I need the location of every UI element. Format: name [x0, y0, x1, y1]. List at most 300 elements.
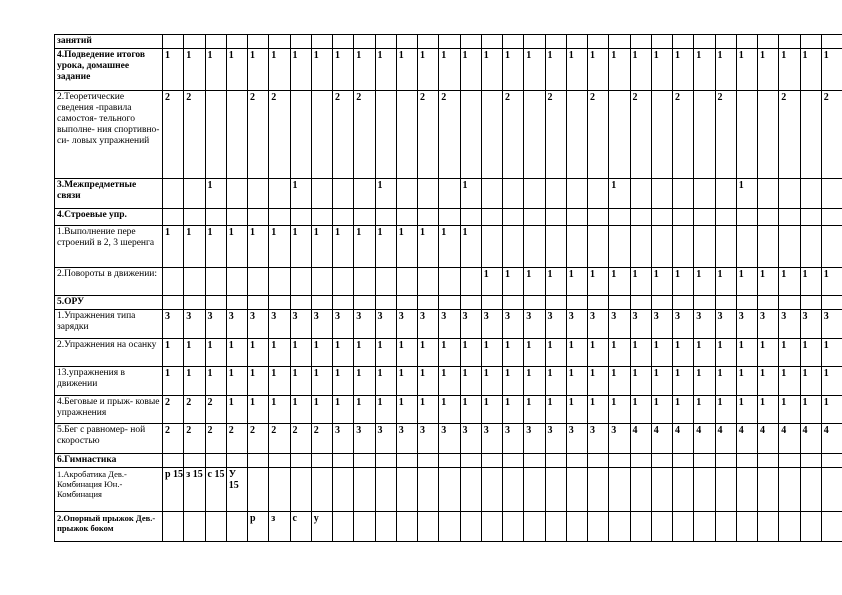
lesson-cell [269, 454, 290, 468]
lesson-cell [226, 209, 247, 226]
lesson-cell: 1 [375, 179, 396, 209]
lesson-cell: 1 [779, 396, 800, 424]
lesson-cell: 1 [800, 268, 821, 296]
lesson-cell: 3 [226, 310, 247, 339]
lesson-cell: 1 [779, 268, 800, 296]
lesson-cell [673, 226, 694, 268]
lesson-cell: 1 [205, 49, 226, 91]
lesson-cell: з [269, 512, 290, 542]
lesson-cell: 1 [821, 367, 842, 396]
lesson-cell: 3 [396, 310, 417, 339]
lesson-cell: 1 [375, 339, 396, 367]
lesson-cell: 3 [354, 424, 375, 454]
row-label: 2.Упражнения на осанку [55, 339, 163, 367]
lesson-cell [651, 512, 672, 542]
lesson-cell [205, 268, 226, 296]
lesson-cell: 2 [503, 91, 524, 179]
lesson-cell [758, 226, 779, 268]
lesson-cell: 2 [439, 91, 460, 179]
lesson-cell [226, 179, 247, 209]
lesson-cell: 2 [630, 91, 651, 179]
lesson-cell: 4 [673, 424, 694, 454]
lesson-cell: 1 [375, 367, 396, 396]
lesson-cell [460, 268, 481, 296]
row-label: 6.Гимнастика [55, 454, 163, 468]
lesson-cell [694, 209, 715, 226]
lesson-cell [673, 296, 694, 310]
lesson-cell: 2 [184, 91, 205, 179]
lesson-cell [163, 268, 184, 296]
lesson-cell [545, 296, 566, 310]
lesson-cell: 1 [503, 367, 524, 396]
lesson-cell [821, 468, 842, 512]
lesson-cell [396, 35, 417, 49]
lesson-cell: 1 [418, 226, 439, 268]
lesson-cell: 2 [354, 91, 375, 179]
lesson-cell [630, 35, 651, 49]
lesson-cell [375, 454, 396, 468]
lesson-cell [163, 296, 184, 310]
lesson-cell: 1 [545, 49, 566, 91]
lesson-cell: 1 [163, 339, 184, 367]
lesson-cell: 1 [269, 49, 290, 91]
lesson-cell: 1 [630, 396, 651, 424]
lesson-cell: 1 [673, 367, 694, 396]
lesson-cell: 1 [226, 339, 247, 367]
lesson-cell [566, 468, 587, 512]
lesson-cell: 1 [524, 268, 545, 296]
table-row [55, 367, 842, 396]
lesson-cell [481, 179, 502, 209]
lesson-cell [566, 512, 587, 542]
lesson-cell [609, 226, 630, 268]
lesson-cell: 3 [524, 310, 545, 339]
lesson-cell [779, 209, 800, 226]
lesson-cell [545, 468, 566, 512]
lesson-cell [503, 454, 524, 468]
lesson-cell [609, 296, 630, 310]
lesson-cell: 2 [333, 91, 354, 179]
table-row [55, 512, 842, 542]
lesson-cell [269, 209, 290, 226]
lesson-cell [375, 468, 396, 512]
lesson-cell [248, 468, 269, 512]
lesson-cell: 1 [418, 339, 439, 367]
lesson-cell [630, 296, 651, 310]
lesson-cell: 1 [779, 367, 800, 396]
lesson-cell [290, 296, 311, 310]
lesson-cell: 1 [205, 367, 226, 396]
lesson-cell: 1 [481, 49, 502, 91]
lesson-cell [779, 226, 800, 268]
lesson-cell [439, 512, 460, 542]
lesson-cell: 1 [333, 226, 354, 268]
lesson-cell: 1 [375, 49, 396, 91]
lesson-cell [673, 179, 694, 209]
lesson-cell [736, 91, 757, 179]
lesson-cell: 1 [184, 367, 205, 396]
lesson-cell [715, 209, 736, 226]
lesson-cell [248, 268, 269, 296]
lesson-cell [460, 296, 481, 310]
lesson-cell: р [248, 512, 269, 542]
lesson-cell: 1 [588, 339, 609, 367]
lesson-cell: 1 [205, 339, 226, 367]
lesson-cell [800, 209, 821, 226]
lesson-cell [418, 512, 439, 542]
lesson-cell [524, 226, 545, 268]
row-label: 5.ОРУ [55, 296, 163, 310]
lesson-cell [375, 35, 396, 49]
lesson-cell [673, 454, 694, 468]
lesson-cell: 1 [269, 396, 290, 424]
lesson-cell [396, 209, 417, 226]
lesson-cell: 1 [439, 396, 460, 424]
lesson-cell [566, 91, 587, 179]
lesson-cell: 1 [248, 396, 269, 424]
lesson-cell [439, 35, 460, 49]
lesson-cell: 2 [163, 424, 184, 454]
lesson-cell [566, 209, 587, 226]
lesson-cell [439, 268, 460, 296]
lesson-cell: 1 [736, 367, 757, 396]
lesson-cell [545, 179, 566, 209]
lesson-cell [418, 35, 439, 49]
lesson-cell [609, 512, 630, 542]
table-row [55, 226, 842, 268]
lesson-cell: 3 [566, 310, 587, 339]
lesson-cell: 3 [673, 310, 694, 339]
lesson-cell [736, 296, 757, 310]
lesson-cell: 4 [821, 424, 842, 454]
lesson-cell [503, 209, 524, 226]
lesson-cell [779, 512, 800, 542]
lesson-cell [290, 35, 311, 49]
lesson-cell: 1 [609, 179, 630, 209]
lesson-cell: 1 [481, 268, 502, 296]
lesson-cell [524, 296, 545, 310]
lesson-cell: 2 [205, 396, 226, 424]
lesson-cell [694, 454, 715, 468]
lesson-cell [821, 454, 842, 468]
lesson-cell [311, 209, 332, 226]
lesson-cell: 3 [630, 310, 651, 339]
lesson-cell: с [290, 512, 311, 542]
lesson-cell [545, 35, 566, 49]
lesson-cell [566, 179, 587, 209]
lesson-cell [163, 35, 184, 49]
lesson-cell: 1 [375, 226, 396, 268]
lesson-cell [545, 454, 566, 468]
lesson-cell: 3 [715, 310, 736, 339]
lesson-cell [333, 35, 354, 49]
lesson-cell: 1 [269, 367, 290, 396]
lesson-cell [694, 179, 715, 209]
lesson-cell: 1 [736, 339, 757, 367]
lesson-cell [609, 91, 630, 179]
lesson-cell [630, 468, 651, 512]
lesson-cell [460, 35, 481, 49]
lesson-cell: 1 [715, 339, 736, 367]
lesson-cell: 1 [460, 339, 481, 367]
lesson-cell: 3 [248, 310, 269, 339]
lesson-cell: 1 [290, 179, 311, 209]
lesson-cell [800, 468, 821, 512]
lesson-cell [396, 512, 417, 542]
lesson-cell [226, 35, 247, 49]
lesson-cell: 1 [524, 339, 545, 367]
lesson-cell [460, 454, 481, 468]
lesson-cell: 1 [460, 367, 481, 396]
lesson-cell: 1 [354, 49, 375, 91]
lesson-cell: 2 [673, 91, 694, 179]
lesson-cell: 1 [673, 396, 694, 424]
lesson-cell: 1 [269, 226, 290, 268]
lesson-cell [651, 179, 672, 209]
lesson-cell [736, 209, 757, 226]
lesson-cell [524, 91, 545, 179]
table-row [55, 49, 842, 91]
lesson-cell: 1 [460, 179, 481, 209]
lesson-cell [715, 468, 736, 512]
lesson-cell: 1 [503, 396, 524, 424]
lesson-cell: 3 [758, 310, 779, 339]
table-row [55, 268, 842, 296]
lesson-cell [630, 179, 651, 209]
lesson-cell: 1 [163, 49, 184, 91]
lesson-cell [396, 468, 417, 512]
lesson-cell: 1 [460, 49, 481, 91]
lesson-cell [354, 35, 375, 49]
row-label: 13.упражнения в движении [55, 367, 163, 396]
lesson-cell [779, 179, 800, 209]
table-row [55, 296, 842, 310]
lesson-cell: 3 [205, 310, 226, 339]
lesson-cell [821, 35, 842, 49]
lesson-cell: 1 [439, 339, 460, 367]
lesson-cell [311, 179, 332, 209]
lesson-cell: 2 [545, 91, 566, 179]
lesson-cell: 1 [588, 49, 609, 91]
lesson-cell: 1 [545, 339, 566, 367]
lesson-cell: 1 [226, 49, 247, 91]
row-label: 2.Теоретические сведения -правила самостоя- тельного выполне- ния спортивно-си- ловых упражнений [55, 91, 163, 179]
lesson-cell [758, 454, 779, 468]
lesson-cell: 1 [821, 268, 842, 296]
lesson-cell: 1 [651, 367, 672, 396]
lesson-cell: 1 [566, 367, 587, 396]
lesson-cell: 3 [481, 424, 502, 454]
lesson-cell: 1 [566, 49, 587, 91]
lesson-cell: 1 [163, 226, 184, 268]
lesson-cell [354, 468, 375, 512]
lesson-cell [694, 91, 715, 179]
lesson-cell: У 15 [226, 468, 247, 512]
lesson-cell [354, 179, 375, 209]
lesson-cell [396, 179, 417, 209]
lesson-cell: 1 [694, 339, 715, 367]
lesson-cell: 1 [609, 268, 630, 296]
row-label: занятий [55, 35, 163, 49]
lesson-cell [588, 468, 609, 512]
lesson-cell [226, 512, 247, 542]
lesson-cell [439, 468, 460, 512]
lesson-cell [290, 209, 311, 226]
lesson-cell [609, 209, 630, 226]
lesson-cell: 3 [418, 310, 439, 339]
lesson-cell [566, 226, 587, 268]
lesson-cell [566, 454, 587, 468]
lesson-cell [418, 296, 439, 310]
lesson-cell: 2 [226, 424, 247, 454]
lesson-cell: 1 [800, 49, 821, 91]
lesson-cell: 2 [269, 91, 290, 179]
lesson-cell [354, 209, 375, 226]
lesson-cell [736, 468, 757, 512]
lesson-cell: 1 [290, 49, 311, 91]
lesson-cell [736, 35, 757, 49]
table-row [55, 339, 842, 367]
lesson-cell: 1 [205, 226, 226, 268]
lesson-cell: 1 [715, 396, 736, 424]
lesson-cell: 3 [460, 424, 481, 454]
row-label: 4.Беговые и прыж- ковые упражнения [55, 396, 163, 424]
lesson-cell: 1 [354, 396, 375, 424]
lesson-cell [269, 179, 290, 209]
lesson-cell [800, 454, 821, 468]
lesson-cell: 1 [481, 367, 502, 396]
lesson-cell: 1 [630, 268, 651, 296]
lesson-cell: 1 [673, 268, 694, 296]
lesson-cell [481, 296, 502, 310]
lesson-cell: 1 [736, 179, 757, 209]
lesson-cell: 1 [545, 396, 566, 424]
lesson-cell [566, 296, 587, 310]
lesson-cell [396, 454, 417, 468]
lesson-cell [800, 91, 821, 179]
lesson-cell [311, 35, 332, 49]
lesson-cell: 1 [269, 339, 290, 367]
lesson-cell: 1 [651, 49, 672, 91]
lesson-cell: 1 [226, 367, 247, 396]
row-label: 5.Бег с равномер- ной скоростью [55, 424, 163, 454]
lesson-cell: 1 [333, 396, 354, 424]
lesson-cell [311, 268, 332, 296]
table-row [55, 209, 842, 226]
lesson-cell: 1 [418, 49, 439, 91]
lesson-cell [630, 454, 651, 468]
lesson-cell: с 15 [205, 468, 226, 512]
lesson-cell [248, 209, 269, 226]
lesson-cell [205, 454, 226, 468]
lesson-cell: 1 [481, 339, 502, 367]
lesson-cell: 1 [673, 339, 694, 367]
lesson-cell [673, 512, 694, 542]
lesson-cell [566, 35, 587, 49]
lesson-cell: 4 [694, 424, 715, 454]
lesson-cell: 1 [439, 367, 460, 396]
lesson-cell: 1 [588, 268, 609, 296]
lesson-cell: 1 [375, 396, 396, 424]
lesson-cell [630, 512, 651, 542]
lesson-cell: 1 [481, 396, 502, 424]
lesson-cell [184, 35, 205, 49]
lesson-cell: 1 [609, 396, 630, 424]
lesson-cell: 1 [205, 179, 226, 209]
lesson-cell [503, 35, 524, 49]
lesson-cell: 3 [439, 424, 460, 454]
lesson-cell [418, 209, 439, 226]
lesson-cell: 3 [290, 310, 311, 339]
lesson-cell: 3 [311, 310, 332, 339]
lesson-cell [715, 179, 736, 209]
lesson-cell [290, 91, 311, 179]
lesson-cell: 1 [566, 396, 587, 424]
lesson-cell: 1 [290, 339, 311, 367]
lesson-cell [715, 35, 736, 49]
lesson-cell: 2 [311, 424, 332, 454]
lesson-cell: 2 [715, 91, 736, 179]
lesson-cell: 1 [524, 367, 545, 396]
lesson-cell: 3 [269, 310, 290, 339]
lesson-cell: 4 [800, 424, 821, 454]
lesson-cell [226, 454, 247, 468]
lesson-cell: 1 [396, 226, 417, 268]
lesson-cell: 4 [758, 424, 779, 454]
lesson-cell [481, 91, 502, 179]
lesson-cell [779, 35, 800, 49]
lesson-cell: 1 [821, 396, 842, 424]
lesson-cell [758, 91, 779, 179]
lesson-cell: 2 [184, 424, 205, 454]
lesson-cell: 3 [566, 424, 587, 454]
lesson-cell: 3 [354, 310, 375, 339]
lesson-cell [694, 35, 715, 49]
lesson-cell: 1 [163, 367, 184, 396]
lesson-cell [396, 268, 417, 296]
lesson-cell: з 15 [184, 468, 205, 512]
lesson-cell [333, 454, 354, 468]
lesson-cell [694, 296, 715, 310]
lesson-cell [651, 296, 672, 310]
lesson-cell: 2 [779, 91, 800, 179]
lesson-cell: 1 [715, 268, 736, 296]
lesson-cell [333, 209, 354, 226]
lesson-cell: 3 [333, 310, 354, 339]
lesson-cell [800, 226, 821, 268]
lesson-cell [184, 209, 205, 226]
lesson-cell [821, 209, 842, 226]
lesson-cell: 3 [609, 310, 630, 339]
lesson-cell [333, 268, 354, 296]
lesson-cell [821, 296, 842, 310]
lesson-cell: 1 [821, 49, 842, 91]
lesson-cell [290, 454, 311, 468]
lesson-cell: 1 [439, 49, 460, 91]
lesson-cell: 2 [290, 424, 311, 454]
lesson-cell [354, 296, 375, 310]
lesson-cell [715, 512, 736, 542]
lesson-cell: 1 [609, 367, 630, 396]
lesson-cell [694, 512, 715, 542]
lesson-cell [439, 454, 460, 468]
lesson-cell [311, 296, 332, 310]
lesson-cell [758, 468, 779, 512]
lesson-cell [226, 268, 247, 296]
lesson-cell: 1 [503, 268, 524, 296]
table-row [55, 310, 842, 339]
lesson-cell [651, 209, 672, 226]
